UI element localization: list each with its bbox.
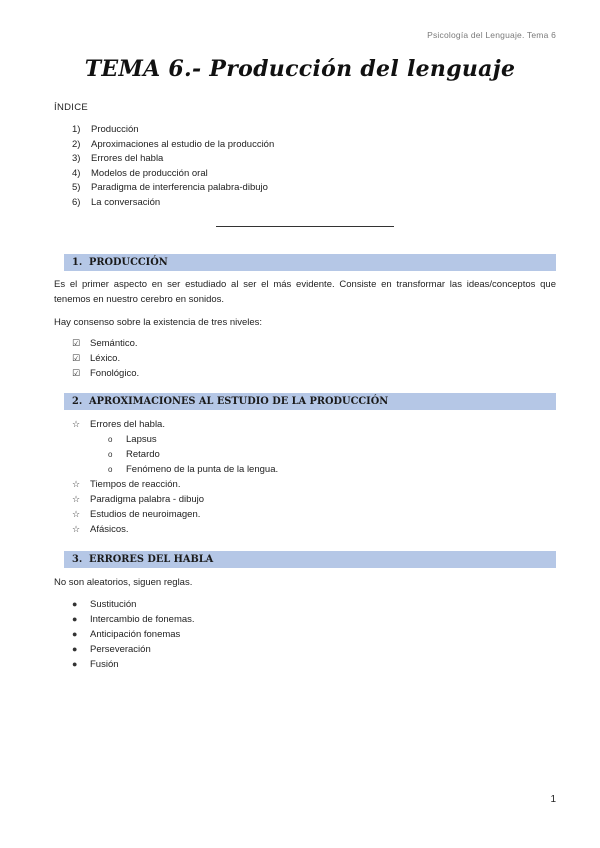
star-icon: ☆ bbox=[72, 494, 81, 504]
list-item: ● Intercambio de fonemas. bbox=[72, 614, 195, 625]
circle-bullet-icon: o bbox=[108, 435, 113, 444]
bullet-icon: ● bbox=[72, 599, 78, 609]
star-icon: ☆ bbox=[72, 419, 81, 429]
list-item: ☑ Léxico. bbox=[72, 353, 121, 364]
list-item: o Retardo bbox=[108, 449, 160, 460]
index-item: 4) Modelos de producción oral bbox=[72, 167, 208, 179]
index-item: 5) Paradigma de interferencia palabra-dibujo bbox=[72, 182, 268, 194]
circle-bullet-icon: o bbox=[108, 465, 113, 474]
checkbox-icon: ☑ bbox=[72, 368, 81, 378]
star-icon: ☆ bbox=[72, 479, 81, 489]
bullet-icon: ● bbox=[72, 629, 78, 639]
paragraph: Es el primer aspecto en ser estudiado al ser el más evidente. Consiste en transformar las ideas/conceptos que tenemos en nuestro cerebro en sonidos. bbox=[54, 279, 556, 305]
list-item: o Lapsus bbox=[108, 434, 157, 445]
paragraph: Hay consenso sobre la existencia de tres niveles: bbox=[54, 317, 263, 328]
list-item: o Fenómeno de la punta de la lengua. bbox=[108, 464, 279, 475]
star-icon: ☆ bbox=[72, 524, 81, 534]
errors-list bbox=[72, 597, 195, 672]
bullet-icon: ● bbox=[72, 644, 78, 654]
index-divider bbox=[216, 226, 394, 227]
list-item: ☆ Estudios de neuroimagen. bbox=[72, 509, 201, 520]
checkbox-icon: ☑ bbox=[72, 353, 81, 363]
index-list bbox=[72, 123, 274, 211]
list-item: ● Sustitución bbox=[72, 599, 137, 610]
bullet-icon: ● bbox=[72, 659, 78, 669]
section-heading-aproximaciones: 2. APROXIMACIONES AL ESTUDIO DE LA PRODUCCIÓN bbox=[64, 393, 556, 410]
list-item: ☑ Semántico. bbox=[72, 338, 138, 349]
list-item: ☆ Errores del habla. o Lapsus o Retardo o Fenómeno de la punta de la lengua. bbox=[72, 419, 279, 475]
checkbox-icon: ☑ bbox=[72, 338, 81, 348]
page-number: 1 bbox=[550, 794, 556, 805]
index-heading: ÍNDICE bbox=[54, 102, 88, 113]
sub-list bbox=[72, 432, 278, 477]
circle-bullet-icon: o bbox=[108, 450, 113, 459]
approaches-list bbox=[72, 417, 278, 537]
index-item: 1) Producción bbox=[72, 124, 139, 135]
index-item: 6) La conversación bbox=[72, 196, 161, 208]
paragraph: No son aleatorios, siguen reglas. bbox=[54, 577, 193, 588]
page-title: TEMA 6.- Producción del lenguaje bbox=[84, 56, 516, 82]
index-item: 3) Errores del habla bbox=[72, 153, 164, 165]
section-heading-errores: 3. ERRORES DEL HABLA bbox=[64, 551, 556, 568]
list-item: ☆ Tiempos de reacción. bbox=[72, 479, 181, 490]
running-header: Psicología del Lenguaje. Tema 6 bbox=[427, 30, 556, 40]
list-item: ☆ Paradigma palabra - dibujo bbox=[72, 494, 205, 505]
list-item: ● Fusión bbox=[72, 659, 119, 670]
list-item: ☆ Afásicos. bbox=[72, 524, 129, 535]
bullet-icon: ● bbox=[72, 614, 78, 624]
section-heading-produccion: 1. PRODUCCIÓN bbox=[64, 254, 556, 271]
list-item: ● Anticipación fonemas bbox=[72, 629, 181, 640]
levels-checklist bbox=[72, 336, 139, 381]
list-item: ☑ Fonológico. bbox=[72, 368, 140, 379]
index-item: 2) Aproximaciones al estudio de la producción bbox=[72, 138, 275, 150]
star-icon: ☆ bbox=[72, 509, 81, 519]
list-item: ● Perseveración bbox=[72, 644, 151, 655]
